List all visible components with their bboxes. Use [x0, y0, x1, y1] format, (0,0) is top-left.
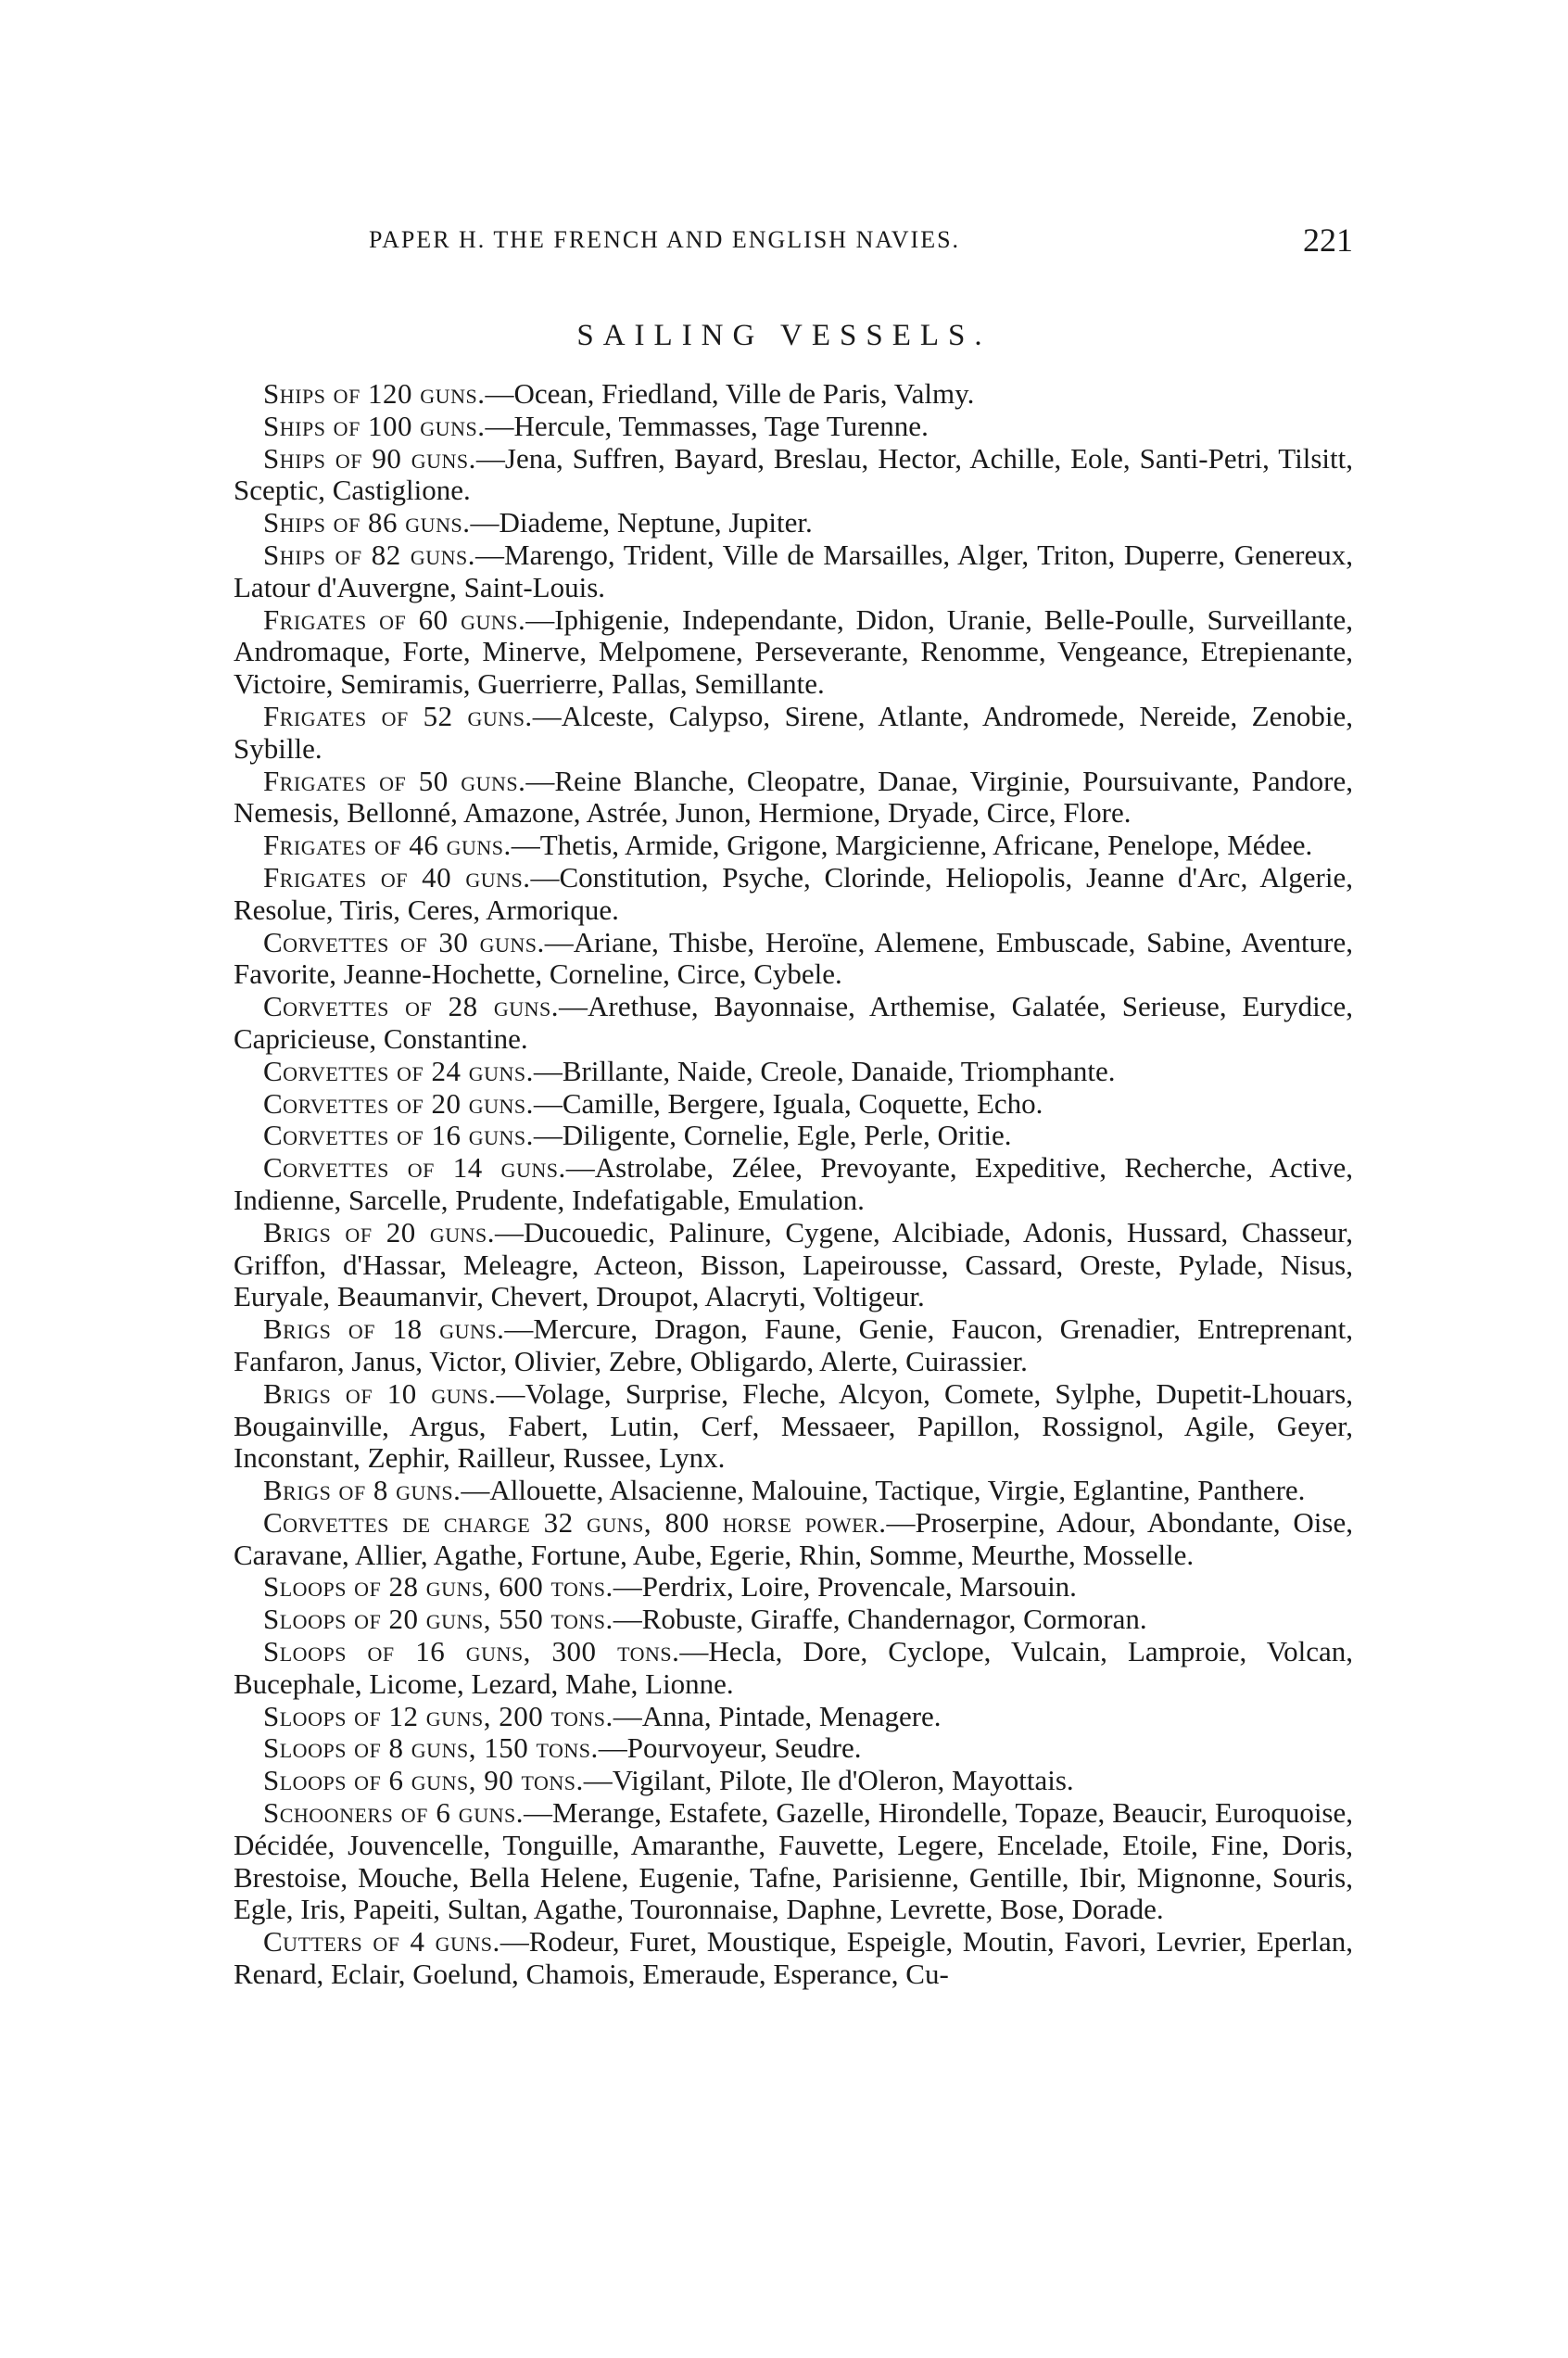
entry-text: —Perdrix, Loire, Provencale, Marsouin. [613, 1570, 1077, 1604]
entry-label: Corvettes of 20 guns. [263, 1086, 534, 1120]
running-title: PAPER H. THE FRENCH AND ENGLISH NAVIES. [369, 226, 961, 253]
entry-text: —Brillante, Naide, Creole, Danaide, Triomphante. [533, 1054, 1116, 1087]
entry-text: —Vigilant, Pilote, Ile d'Oleron, Mayottais. [583, 1764, 1074, 1797]
entry-label: Frigates of 52 guns. [263, 699, 533, 732]
entry-label: Ships of 120 guns. [263, 377, 486, 410]
vessel-entry [234, 1378, 1353, 1475]
entry-label: Corvettes of 28 guns. [263, 990, 560, 1023]
entry-label: Corvettes of 30 guns. [263, 925, 545, 958]
vessel-entry [234, 1604, 1353, 1636]
vessel-entry [234, 443, 1353, 508]
vessel-entry [234, 604, 1353, 701]
entry-text: —Anna, Pintade, Menagere. [613, 1699, 942, 1732]
page-header [369, 221, 1353, 258]
entry-label: Brigs of 18 guns. [263, 1312, 505, 1346]
entry-text: —Ocean, Friedland, Ville de Paris, Valmy. [485, 377, 975, 410]
vessel-entry [234, 539, 1353, 604]
entry-label: Sloops of 12 guns, 200 tons. [263, 1699, 613, 1732]
entry-label: Brigs of 10 guns. [263, 1376, 497, 1410]
vessel-entry [234, 1056, 1353, 1088]
entry-label: Schooners of 6 guns. [263, 1796, 524, 1830]
vessel-entry [234, 1313, 1353, 1378]
entry-text: —Proserpine, Adour, Abondante, Oise, Caravane, Allier, Agathe, Fortune, Aube, Egerie, Rhin, Somme, Meurthe, Mosselle. [234, 1505, 1353, 1571]
vessel-entry [234, 411, 1353, 443]
entry-text: —Arethuse, Bayonnaise, Arthemise, Galatée, Serieuse, Eurydice, Capricieuse, Constantine. [234, 990, 1353, 1055]
entry-label: Frigates of 60 guns. [263, 602, 526, 636]
entry-text: —Hecla, Dore, Cyclope, Vulcain, Lamproie, Volcan, Bucephale, Licome, Lezard, Mahe, Lionne. [234, 1635, 1354, 1700]
entry-label: Brigs of 20 guns. [263, 1215, 495, 1249]
vessel-entry [234, 1475, 1353, 1507]
entry-text: —Pourvoyeur, Seudre. [598, 1731, 862, 1765]
vessel-entry [234, 1701, 1353, 1733]
entry-label: Ships of 100 guns. [263, 409, 486, 442]
vessel-entry [234, 1732, 1353, 1765]
entry-text: —Robuste, Giraffe, Chandernagor, Cormoran. [613, 1603, 1147, 1636]
entry-label: Frigates of 40 guns. [263, 860, 531, 894]
entry-label: Ships of 90 guns. [263, 441, 476, 475]
entry-label: Brigs of 8 guns. [263, 1474, 462, 1507]
entry-label: Ships of 86 guns. [263, 506, 471, 539]
vessel-entry [234, 507, 1353, 539]
entry-text: —Rodeur, Furet, Moustique, Espeigle, Moutin, Favori, Levrier, Eperlan, Renard, Eclair, Goelund, Chamois, Emeraude, Esperance, Cu- [234, 1925, 1354, 1991]
entry-text: —Mercure, Dragon, Faune, Genie, Faucon, Grenadier, Entreprenant, Fanfaron, Janus, Victor, Olivier, Zebre, Obligardo, Alerte, Cuirassier. [234, 1312, 1353, 1377]
entry-text: —Astrolabe, Zélee, Prevoyante, Expeditive, Recherche, Active, Indienne, Sarcelle, Prudente, Indefatigable, Emulation. [234, 1151, 1354, 1216]
entry-label: Corvettes of 24 guns. [263, 1054, 534, 1087]
vessel-entry [234, 830, 1353, 862]
entry-text: —Camille, Bergere, Iguala, Coquette, Echo. [533, 1086, 1043, 1120]
vessel-entry [234, 1765, 1353, 1797]
entry-text: —Diligente, Cornelie, Egle, Perle, Oritie. [533, 1119, 1012, 1152]
section-title: SAILING VESSELS. [576, 319, 992, 352]
vessel-entry [234, 1120, 1353, 1152]
vessel-entry [234, 766, 1353, 830]
entry-label: Corvettes of 14 guns. [263, 1151, 566, 1185]
entry-text: —Alceste, Calypso, Sirene, Atlante, Andromede, Nereide, Zenobie, Sybille. [234, 699, 1353, 765]
entry-label: Sloops of 6 guns, 90 tons. [263, 1764, 584, 1797]
vessel-entry [234, 1088, 1353, 1121]
entry-text: —Marengo, Trident, Ville de Marsailles, Alger, Triton, Duperre, Genereux, Latour d'Auvergne, Saint-Louis. [234, 538, 1353, 603]
entry-label: Frigates of 50 guns. [263, 764, 526, 797]
page-number: 221 [1303, 222, 1353, 259]
entry-text: —Jena, Suffren, Bayard, Breslau, Hector, Achille, Eole, Santi-Petri, Tilsitt, Sceptic, Castiglione. [234, 441, 1353, 507]
vessel-entry [234, 1507, 1353, 1572]
entry-label: Sloops of 28 guns, 600 tons. [263, 1570, 613, 1604]
entry-text: —Constitution, Psyche, Clorinde, Heliopolis, Jeanne d'Arc, Algerie, Resolue, Tiris, Ceres, Armorique. [234, 860, 1353, 926]
entry-text: —Allouette, Alsacienne, Malouine, Tactique, Virgie, Eglantine, Panthere. [461, 1474, 1306, 1507]
entry-label: Sloops of 8 guns, 150 tons. [263, 1731, 599, 1765]
entry-text: —Diademe, Neptune, Jupiter. [470, 506, 813, 539]
entry-label: Ships of 82 guns. [263, 538, 475, 571]
entry-label: Sloops of 20 guns, 550 tons. [263, 1603, 613, 1636]
vessel-list [234, 378, 1353, 1991]
vessel-entry [234, 1217, 1353, 1313]
entry-text: —Ariane, Thisbe, Heroïne, Alemene, Embuscade, Sabine, Aventure, Favorite, Jeanne-Hochette, Corneline, Circe, Cybele. [234, 925, 1353, 991]
entry-text: —Iphigenie, Independante, Didon, Uranie, Belle-Poulle, Surveillante, Andromaque, Forte, Minerve, Melpomene, Perseverante, Renomme, Vengeance, Etrepienante, Victoire, Semiramis, Guerrierre, Pallas, Semillante. [234, 602, 1353, 701]
vessel-entry [234, 1797, 1353, 1926]
entry-text: —Hercule, Temmasses, Tage Turenne. [485, 409, 929, 442]
entry-text: —Thetis, Armide, Grigone, Margicienne, Africane, Penelope, Médee. [511, 829, 1313, 862]
entry-label: Sloops of 16 guns, 300 tons. [263, 1635, 680, 1668]
vessel-entry [234, 991, 1353, 1056]
entry-label: Frigates of 46 guns. [263, 829, 512, 862]
entry-text: —Reine Blanche, Cleopatre, Danae, Virginie, Poursuivante, Pandore, Nemesis, Bellonné, Amazone, Astrée, Junon, Hermione, Dryade, Circe, Flore. [234, 764, 1354, 830]
vessel-entry [234, 862, 1353, 927]
vessel-entry [234, 378, 1353, 411]
vessel-entry [234, 1926, 1353, 1991]
entry-text: —Merange, Estafete, Gazelle, Hirondelle, Topaze, Beaucir, Euroquoise, Décidée, Jouvencelle, Tonguille, Amaranthe, Fauvette, Legere, Encelade, Etoile, Fine, Doris, Brestoise, Mouche, Bella Helene, Eugenie, Tafne, Parisienne, Gentille, Ibir, Mignonne, Souris, Egle, Iris, Papeiti, Sultan, Agathe, Touronnaise, Daphne, Levrette, Bose, Dorade. [234, 1796, 1354, 1926]
vessel-entry [234, 1571, 1353, 1604]
vessel-entry [234, 927, 1353, 992]
entry-label: Corvettes de charge 32 guns, 800 horse power. [263, 1505, 887, 1539]
vessel-entry [234, 701, 1353, 766]
vessel-entry [234, 1636, 1353, 1701]
vessel-entry [234, 1152, 1353, 1217]
entry-label: Corvettes of 16 guns. [263, 1119, 534, 1152]
entry-label: Cutters of 4 guns. [263, 1925, 500, 1959]
entry-text: —Ducouedic, Palinure, Cygene, Alcibiade, Adonis, Hussard, Chasseur, Griffon, d'Hassar, Meleagre, Acteon, Bisson, Lapeirousse, Cassard, Oreste, Pylade, Nisus, Euryale, Beaumanvir, Chevert, Droupot, Alacryti, Voltigeur. [234, 1215, 1353, 1313]
entry-text: —Volage, Surprise, Fleche, Alcyon, Comete, Sylphe, Dupetit-Lhouars, Bougainville, Argus, Fabert, Lutin, Cerf, Messaeer, Papillon, Rossignol, Agile, Geyer, Inconstant, Zephir, Railleur, Russee, Lynx. [234, 1376, 1353, 1475]
